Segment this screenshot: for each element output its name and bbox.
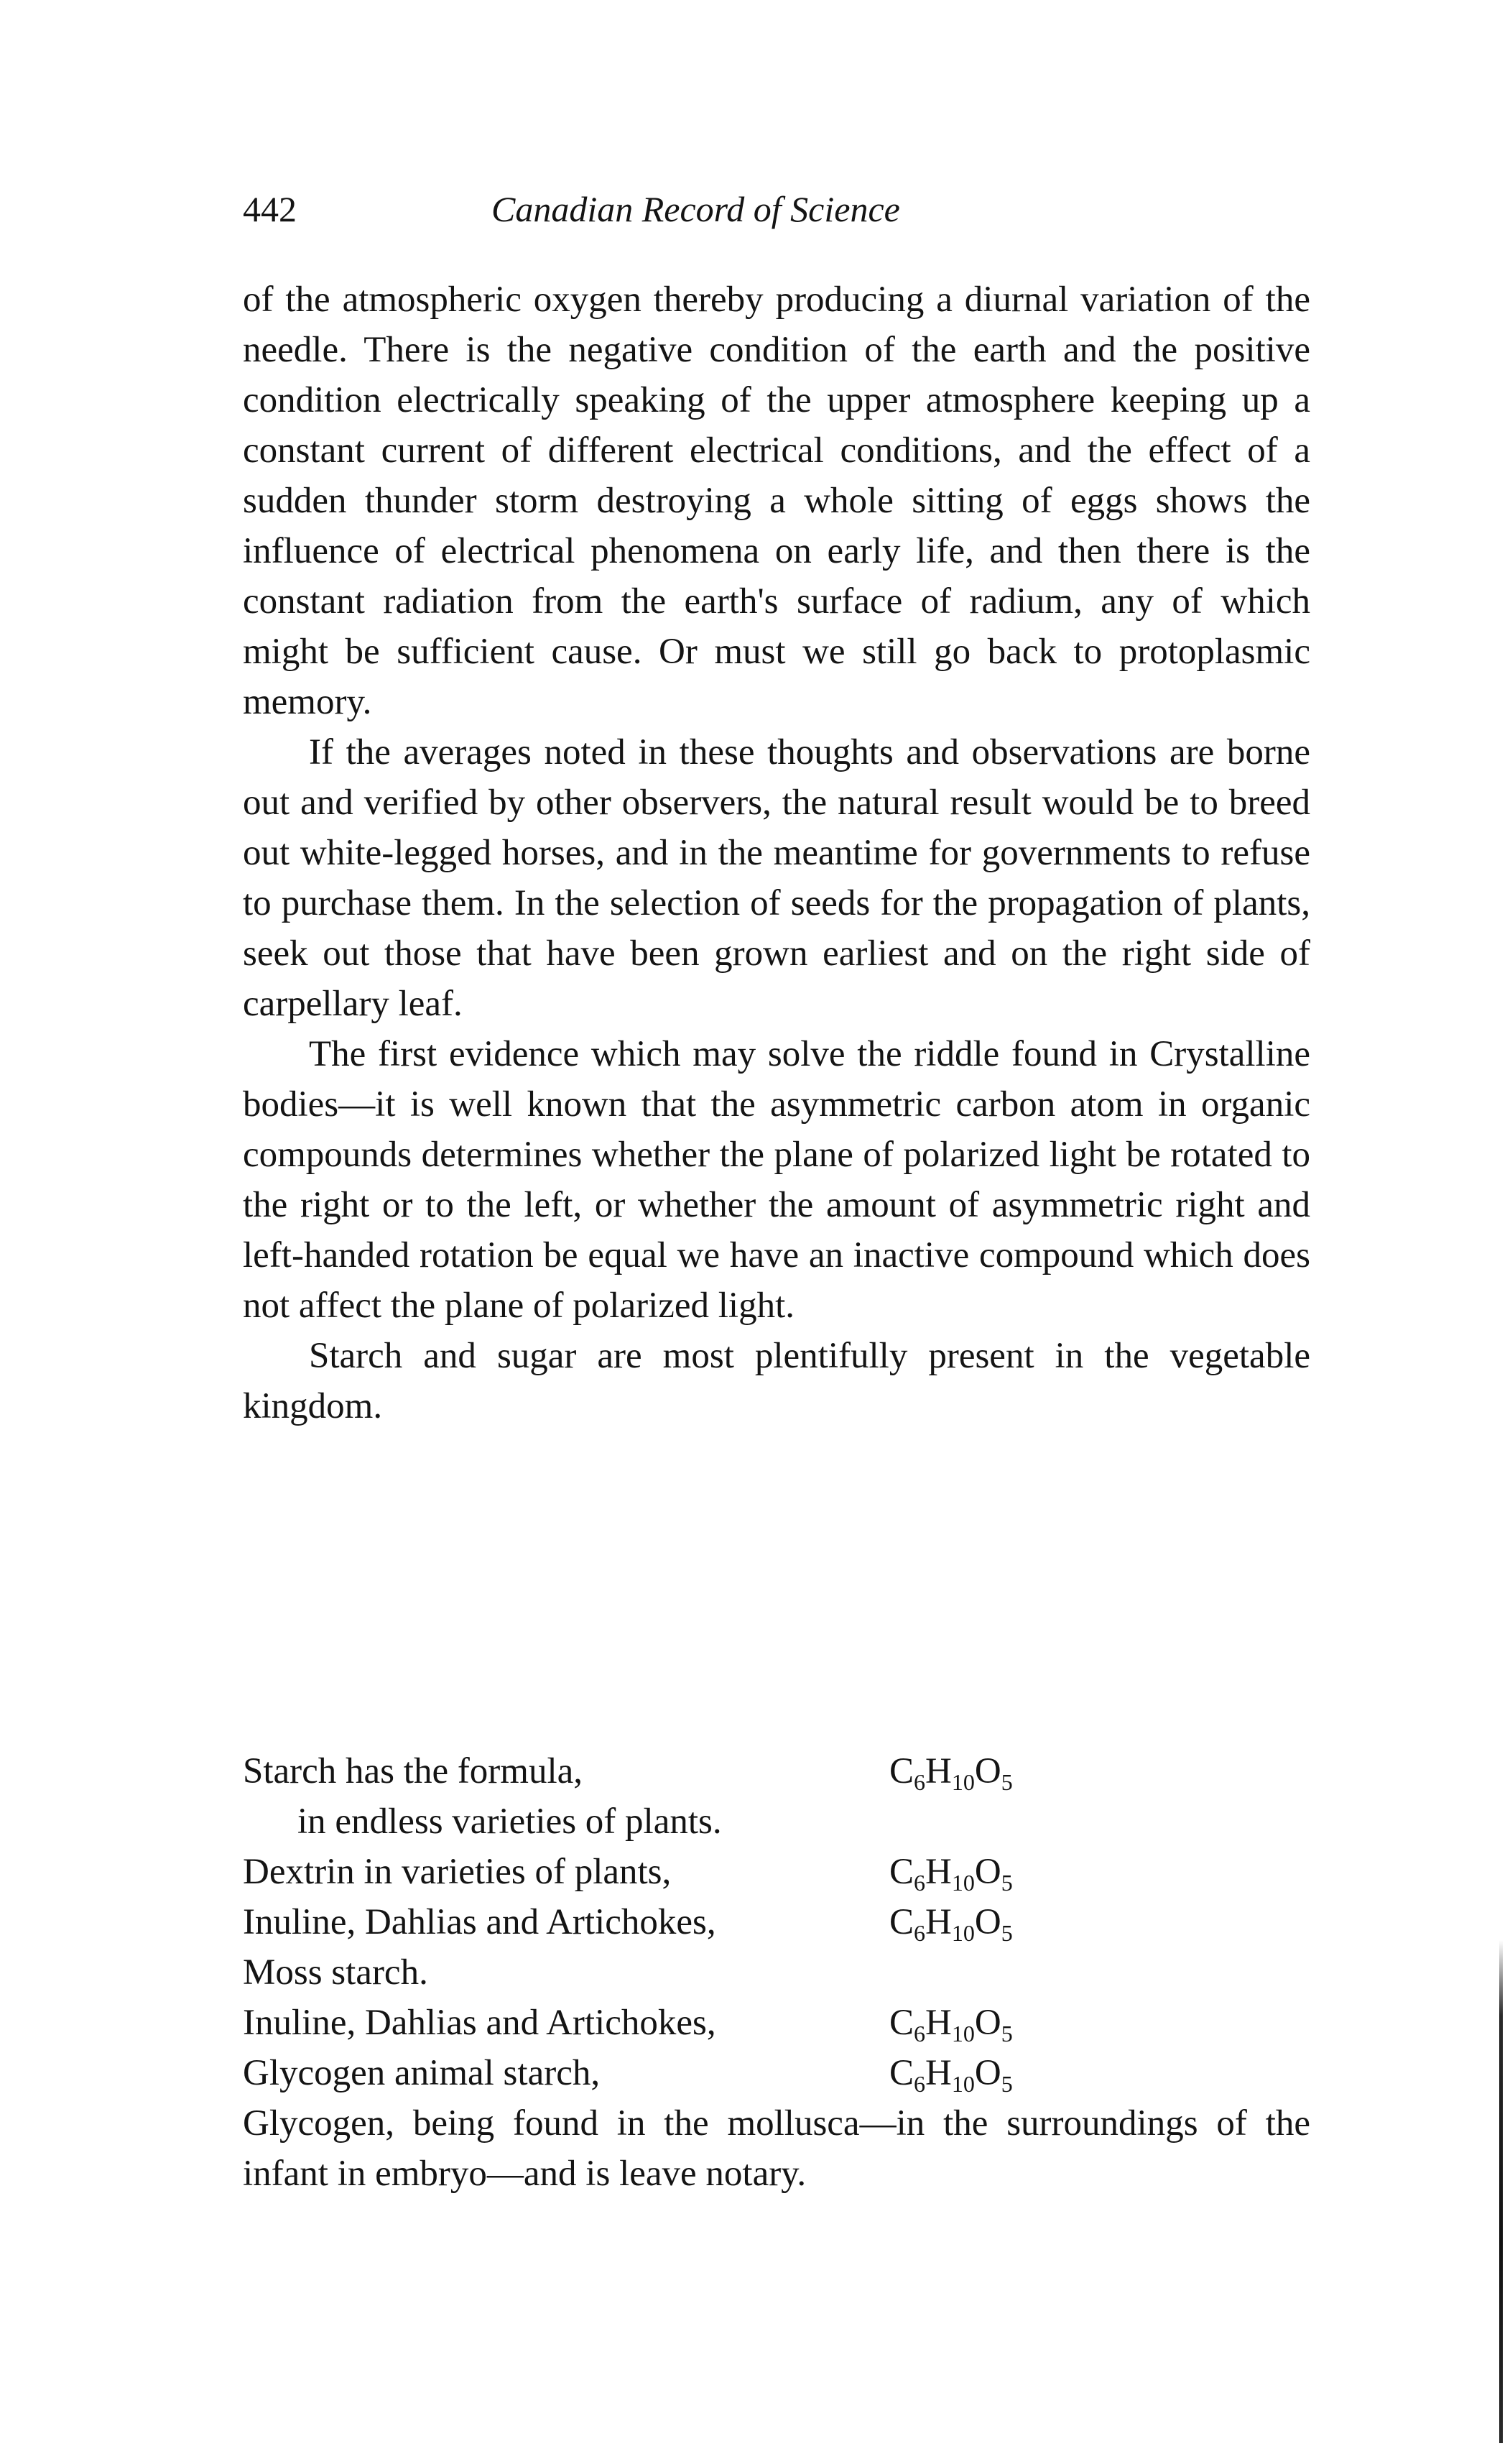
formula-element: C	[889, 1902, 914, 1942]
formula-row-label: Moss starch.	[243, 1952, 428, 1993]
formula-subscript: 10	[951, 1870, 975, 1896]
formula-element: O	[974, 1902, 1001, 1942]
scan-edge-shadow	[1499, 1940, 1503, 2443]
formula-row-label: Inuline, Dahlias and Artichokes,	[243, 1902, 716, 1942]
formula-element: O	[974, 2003, 1001, 2043]
running-title: Canadian Record of Science	[491, 189, 900, 229]
formula-subscript: 6	[914, 1920, 926, 1946]
formula-subscript: 10	[951, 1769, 975, 1795]
formula-rows	[243, 1746, 1310, 2098]
page-number: 442	[243, 189, 297, 229]
formula-subscript: 5	[1001, 2021, 1013, 2047]
formula-row-label: in endless varieties of plants.	[297, 1801, 722, 1842]
paragraph: The first evidence which may solve the riddle found in Crystalline bodies—it is well known that the asymmetric carbon atom in organic compounds determines whether the plane of polarized light be rotated to the right or to the left, or whether the amount of asymmetric right and left-handed rotation be equal we have an inactive compound which does not affect the plane of polarized light.	[243, 1034, 1310, 1326]
formula-element: H	[925, 1902, 952, 1942]
formula-subscript: 6	[914, 2071, 926, 2097]
formula-element: C	[889, 1852, 914, 1892]
paragraph: of the atmospheric oxygen thereby producing a diurnal variation of the needle. There is the negative condition of the earth and the positive condition electrically speaking of the upper atmosphere keeping up a constant current of different electrical conditions, and the effect of a sudden thunder storm destroying a whole sitting of eggs shows the influence of electrical phenomena on early life, and then there is the constant radiation from the earth's surface of radium, any of which might be sufficient cause. Or must we still go back to protoplasmic memory.	[243, 280, 1310, 722]
formula-element: O	[974, 1751, 1001, 1791]
formula-element: H	[925, 1751, 952, 1791]
body-text	[243, 274, 1310, 1431]
formula-row	[243, 1796, 1310, 1847]
formula-row-label: Inuline, Dahlias and Artichokes,	[243, 2003, 716, 2043]
formula-row	[243, 1998, 1310, 2048]
paragraph: Starch and sugar are most plentifully present in the vegetable kingdom.	[243, 1336, 1310, 1426]
formula-subscript: 6	[914, 2021, 926, 2047]
formula-row	[243, 1847, 1310, 1897]
chemical-formula	[889, 1847, 1013, 1897]
formula-subscript: 6	[914, 1769, 926, 1795]
formula-row	[243, 2048, 1310, 2098]
formula-subscript: 10	[951, 2071, 975, 2097]
formula-subscript: 5	[1001, 1870, 1013, 1896]
chemical-formula	[889, 2048, 1013, 2098]
formula-element: C	[889, 1751, 914, 1791]
formula-element: O	[974, 1852, 1001, 1892]
chemical-formula	[889, 1746, 1013, 1796]
formula-row-label: Starch has the formula,	[243, 1751, 583, 1791]
formula-element: C	[889, 2053, 914, 2093]
formula-subscript: 10	[951, 2021, 975, 2047]
formula-row	[243, 1947, 1310, 1998]
formula-row	[243, 1746, 1310, 1796]
formula-subscript: 6	[914, 1870, 926, 1896]
formula-subscript: 5	[1001, 2071, 1013, 2097]
formula-element: C	[889, 2003, 914, 2043]
formula-element: H	[925, 2003, 952, 2043]
formula-element: O	[974, 2053, 1001, 2093]
formula-subscript: 5	[1001, 1920, 1013, 1946]
page-header	[243, 188, 1306, 239]
formula-row-label: Dextrin in varieties of plants,	[243, 1852, 672, 1892]
formula-subscript: 10	[951, 1920, 975, 1946]
paragraph: If the averages noted in these thoughts and observations are borne out and verified by other observers, the natural result would be to breed out white-legged horses, and in the meantime for governments to refuse to purchase them. In the selection of seeds for the propagation of plants, seek out those that have been grown earliest and on the right side of carpellary leaf.	[243, 732, 1310, 1024]
chemical-formula	[889, 1897, 1013, 1947]
formula-list	[243, 1746, 1310, 2199]
closing-paragraph: Glycogen, being found in the mollusca—in the surroundings of the infant in embryo—and is leave notary.	[243, 2103, 1310, 2194]
formula-element: H	[925, 1852, 952, 1892]
chemical-formula	[889, 1998, 1013, 2048]
formula-subscript: 5	[1001, 1769, 1013, 1795]
formula-row-label: Glycogen animal starch,	[243, 2053, 601, 2093]
formula-element: H	[925, 2053, 952, 2093]
formula-row	[243, 1897, 1310, 1947]
